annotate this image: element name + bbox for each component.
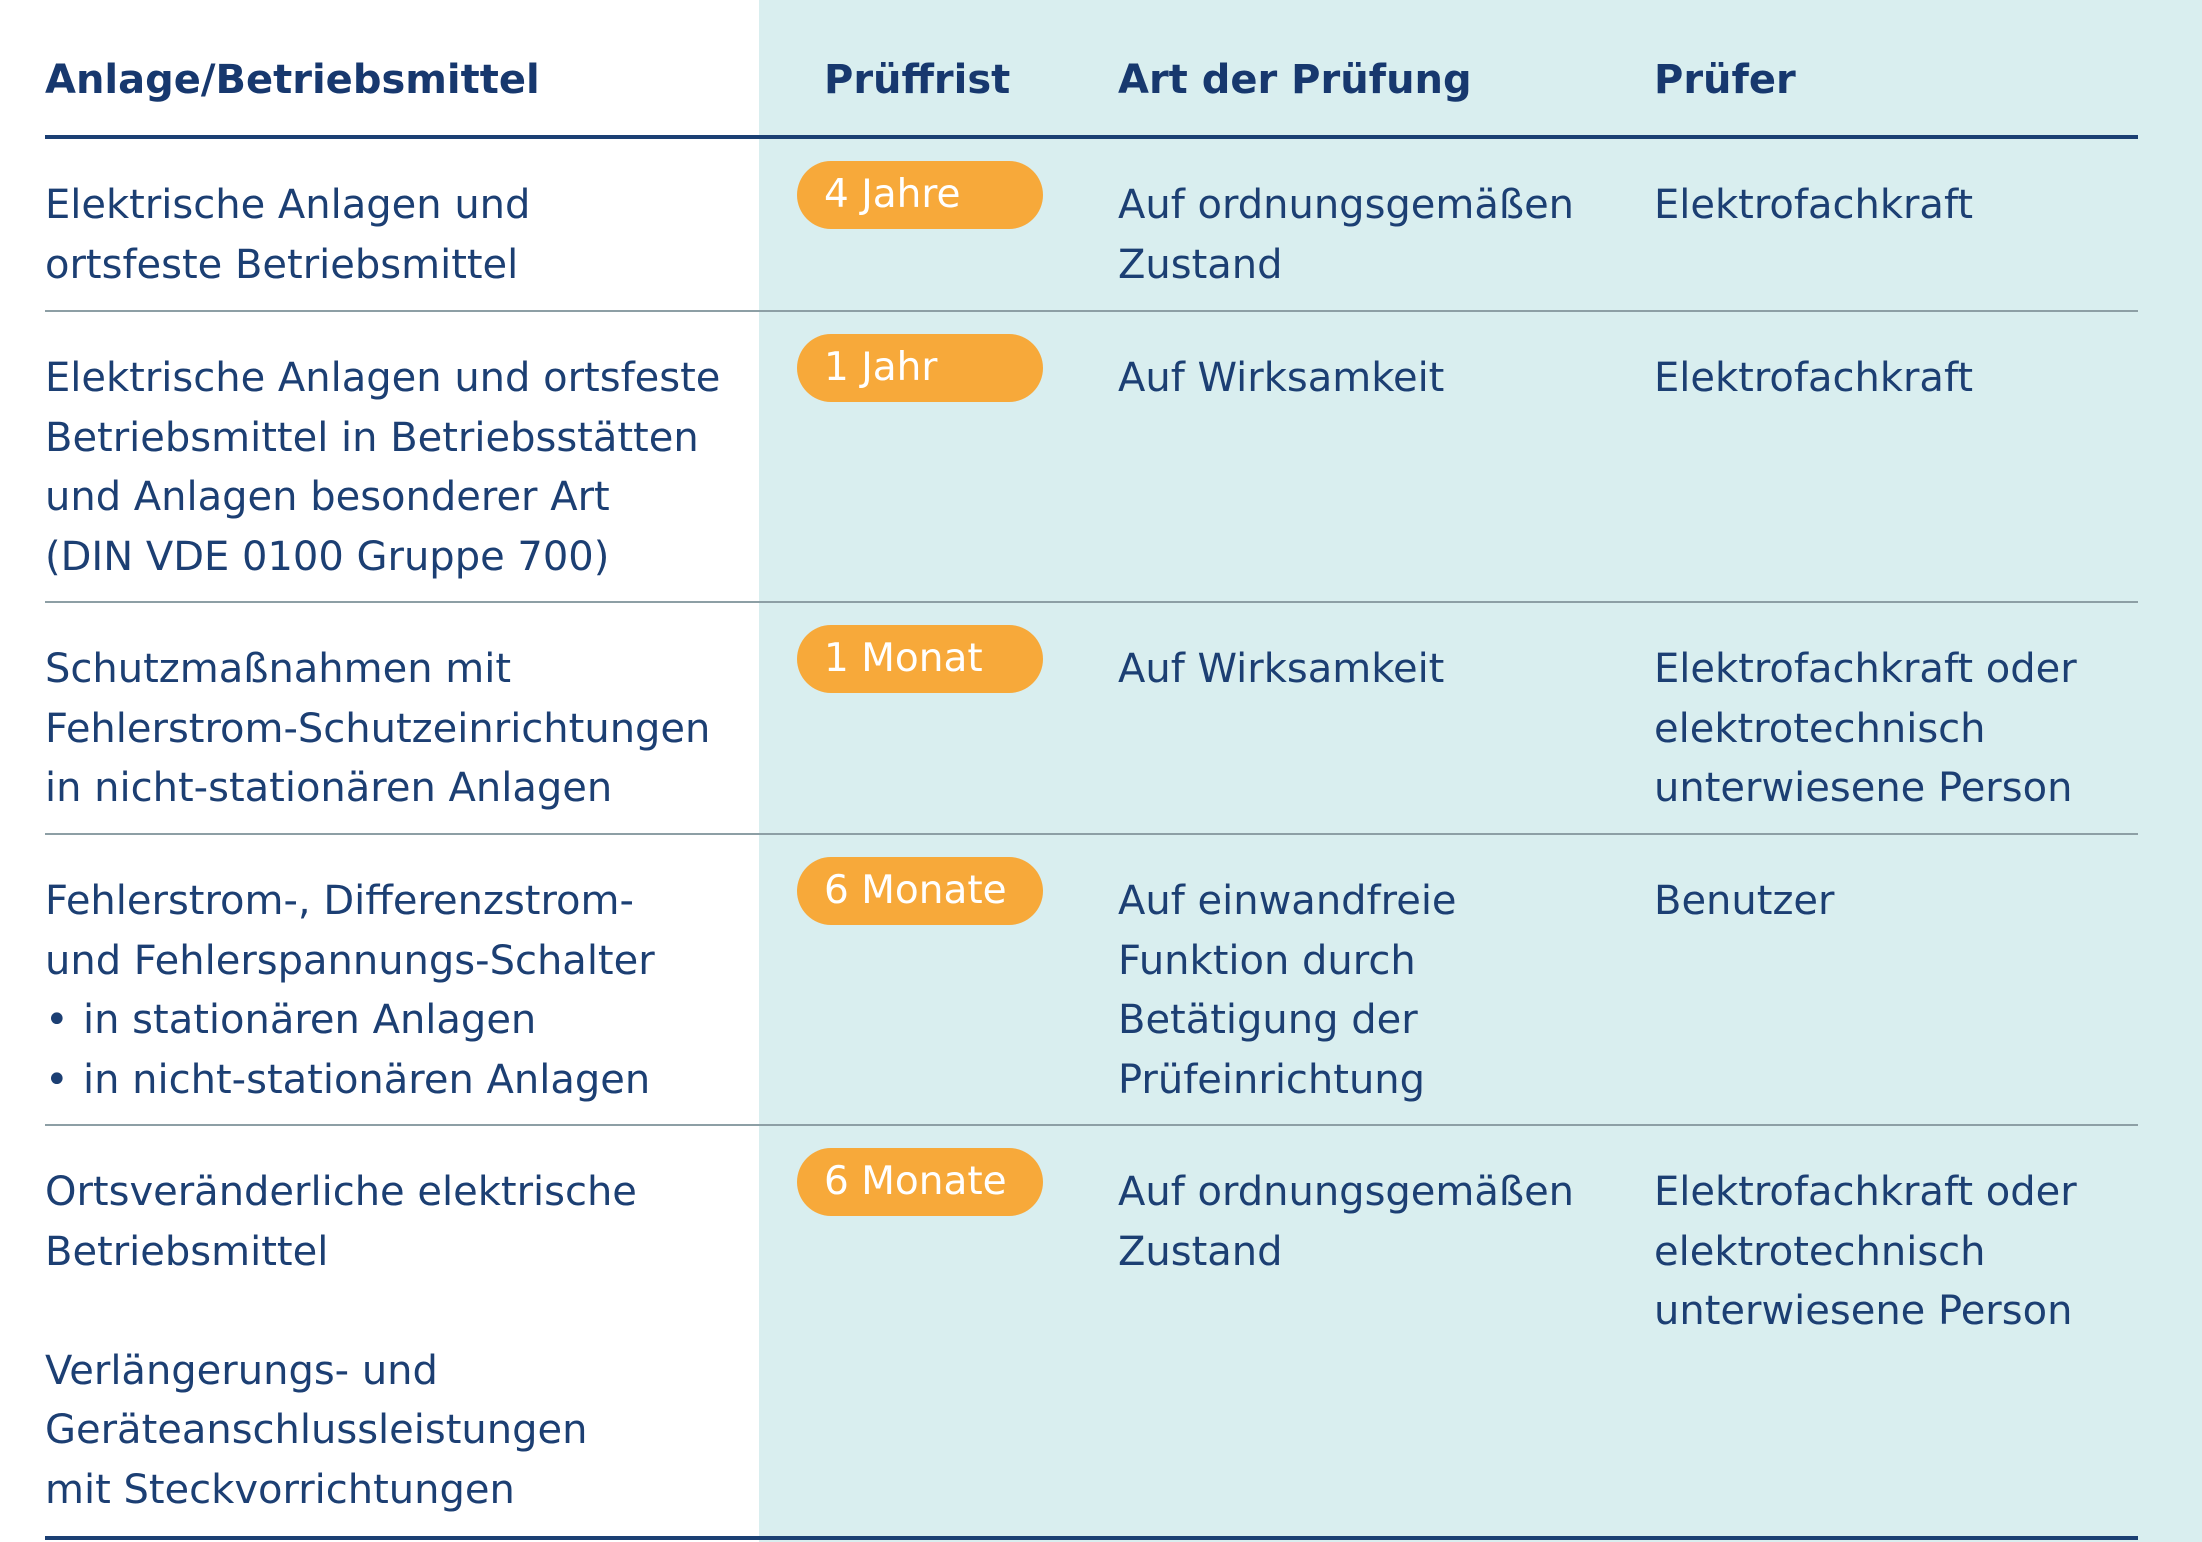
cell-line: Zustand [1118, 241, 1283, 288]
cell-line: mit Steckvorrichtungen [45, 1466, 515, 1513]
cell-line: und Anlagen besonderer Art [45, 474, 610, 520]
frist-badge: 6 Monate [797, 857, 1043, 925]
spacer [45, 1282, 637, 1342]
cell-line: (DIN VDE 0100 Gruppe 700) [45, 533, 610, 580]
cell-line: Funktion durch [1118, 937, 1416, 984]
header-prueffrist: Prüffrist [824, 57, 1011, 103]
cell-line: Auf ordnungsgemäßen [1118, 1169, 1575, 1215]
cell-line: Auf Wirksamkeit [1118, 646, 1445, 692]
cell-line: elektrotechnisch [1654, 705, 1986, 752]
cell-anlage [45, 349, 720, 587]
pruefung-table [45, 0, 2138, 1540]
cell-pruefer [1654, 176, 1973, 236]
cell-anlage [45, 176, 530, 295]
cell-art [1118, 176, 1574, 295]
cell-line: und Fehlerspannungs-Schalter [45, 937, 655, 984]
cell-art [1118, 349, 1444, 409]
header-art-der-pruefung: Art der Prüfung [1118, 57, 1472, 103]
cell-line: Schutzmaßnahmen mit [45, 646, 512, 692]
cell-line: Auf einwandfreie [1118, 878, 1457, 924]
cell-line: ortsfeste Betriebsmittel [45, 241, 519, 288]
cell-line: Betriebsmittel [45, 1228, 329, 1275]
frist-badge: 1 Monat [797, 625, 1043, 693]
bullet-icon: • [45, 1056, 69, 1103]
bullet-item [45, 1051, 655, 1111]
bullet-text: in nicht-stationären Anlagen [83, 1056, 651, 1103]
bullet-item [45, 991, 655, 1051]
cell-line: unterwiesene Person [1654, 1288, 2073, 1334]
cell-line: Fehlerstrom-, Differenzstrom- [45, 878, 634, 924]
cell-line: in nicht-stationären Anlagen [45, 765, 613, 811]
bullet-text: in stationären Anlagen [83, 997, 537, 1043]
table-header [45, 0, 2138, 139]
cell-art [1118, 872, 1457, 1110]
cell-line: Elektrofachkraft oder [1654, 646, 2077, 692]
cell-line: Fehlerstrom-Schutzeinrichtungen [45, 705, 711, 752]
cell-line: Elektrofachkraft [1654, 355, 1974, 401]
cell-prueffrist [797, 334, 1043, 402]
cell-line: elektrotechnisch [1654, 1228, 1986, 1275]
cell-line: Prüfeinrichtung [1118, 1056, 1426, 1103]
cell-line: Ortsveränderliche elektrische [45, 1169, 637, 1215]
cell-line: Verlängerungs- und [45, 1347, 438, 1394]
cell-pruefer [1654, 349, 1973, 409]
cell-line: unterwiesene Person [1654, 765, 2073, 811]
frist-badge: 6 Monate [797, 1148, 1043, 1216]
cell-line: Elektrofachkraft [1654, 182, 1974, 228]
cell-anlage [45, 872, 655, 1110]
cell-art [1118, 640, 1444, 700]
cell-line: Betriebsmittel in Betriebsstätten [45, 414, 699, 461]
cell-pruefer [1654, 640, 2077, 819]
cell-prueffrist [797, 161, 1043, 229]
cell-line: Auf Wirksamkeit [1118, 355, 1445, 401]
header-anlage: Anlage/Betriebsmittel [45, 57, 540, 103]
table-row [45, 1126, 2138, 1540]
cell-anlage [45, 1163, 637, 1520]
header-pruefer: Prüfer [1654, 57, 1796, 103]
cell-prueffrist [797, 857, 1043, 925]
frist-badge: 4 Jahre [797, 161, 1043, 229]
cell-line: Elektrofachkraft oder [1654, 1169, 2077, 1215]
frist-badge: 1 Jahr [797, 334, 1043, 402]
cell-line: Auf ordnungsgemäßen [1118, 182, 1575, 228]
cell-art [1118, 1163, 1574, 1282]
cell-line: Zustand [1118, 1228, 1283, 1275]
table-row [45, 835, 2138, 1126]
cell-pruefer [1654, 872, 1835, 932]
cell-line: Elektrische Anlagen und [45, 182, 531, 228]
table-row [45, 139, 2138, 312]
table-row [45, 603, 2138, 835]
cell-anlage [45, 640, 710, 819]
cell-line: Betätigung der [1118, 997, 1418, 1043]
cell-line: Geräteanschlussleistungen [45, 1407, 588, 1453]
table-row [45, 312, 2138, 603]
cell-prueffrist [797, 625, 1043, 693]
cell-prueffrist [797, 1148, 1043, 1216]
cell-line: Elektrische Anlagen und ortsfeste [45, 355, 721, 401]
cell-line: Benutzer [1654, 878, 1835, 924]
cell-pruefer [1654, 1163, 2077, 1342]
bullet-icon: • [45, 997, 69, 1043]
